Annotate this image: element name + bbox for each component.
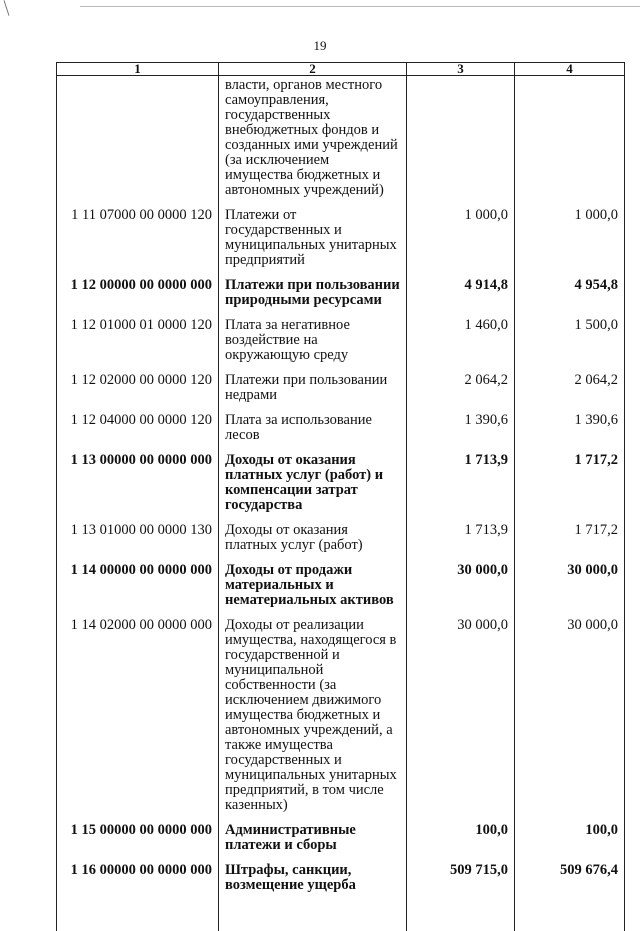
row-col4-value: 509 676,4 — [515, 863, 625, 903]
row-name: Доходы от продажи материальных и нематериальных активов — [219, 563, 407, 618]
row-code: 1 14 00000 00 0000 000 — [57, 563, 219, 618]
table-row — [57, 453, 625, 523]
table-row — [57, 823, 625, 863]
row-col3-value: 1 713,9 — [407, 453, 515, 523]
row-name: Плата за использование лесов — [219, 413, 407, 453]
budget-revenue-table — [56, 62, 625, 931]
table-row — [57, 373, 625, 413]
row-col4-value: 4 954,8 — [515, 278, 625, 318]
table-row — [57, 278, 625, 318]
row-code — [57, 76, 219, 209]
row-col4-value: 1 390,6 — [515, 413, 625, 453]
row-code: 1 12 02000 00 0000 120 — [57, 373, 219, 413]
row-name: Платежи при пользовании природными ресурсами — [219, 278, 407, 318]
scan-corner-mark — [4, 0, 10, 16]
table-row — [57, 618, 625, 823]
row-col4-value: 1 717,2 — [515, 453, 625, 523]
row-code: 1 12 04000 00 0000 120 — [57, 413, 219, 453]
empty-cell — [515, 903, 625, 931]
table-row — [57, 413, 625, 453]
header-col-2: 2 — [219, 63, 407, 76]
row-code: 1 11 07000 00 0000 120 — [57, 208, 219, 278]
row-name: Административные платежи и сборы — [219, 823, 407, 863]
row-code: 1 15 00000 00 0000 000 — [57, 823, 219, 863]
table-tail-row — [57, 903, 625, 931]
row-col3-value: 509 715,0 — [407, 863, 515, 903]
row-col3-value: 4 914,8 — [407, 278, 515, 318]
row-name: Платежи при пользовании недрами — [219, 373, 407, 413]
row-code: 1 13 01000 00 0000 130 — [57, 523, 219, 563]
row-col4-value — [515, 76, 625, 209]
row-name: Плата за негативное воздействие на окружающую среду — [219, 318, 407, 373]
table-header-row — [57, 63, 625, 76]
row-code: 1 12 00000 00 0000 000 — [57, 278, 219, 318]
row-col3-value: 30 000,0 — [407, 563, 515, 618]
row-col3-value: 1 460,0 — [407, 318, 515, 373]
row-col4-value: 2 064,2 — [515, 373, 625, 413]
scan-top-edge — [80, 6, 640, 7]
row-col3-value — [407, 76, 515, 209]
row-name: Доходы от реализации имущества, находящегося в государственной и муниципальной собственности (за исключением движимого имущества бюджетных и автономных учреждений, а также имущества государственных и муниципальных унитарных предприятий, в том числе казенных) — [219, 618, 407, 823]
table-row — [57, 863, 625, 903]
row-name: Платежи от государственных и муниципальных унитарных предприятий — [219, 208, 407, 278]
row-col4-value: 1 000,0 — [515, 208, 625, 278]
header-col-1: 1 — [57, 63, 219, 76]
empty-cell — [407, 903, 515, 931]
row-code: 1 12 01000 01 0000 120 — [57, 318, 219, 373]
row-col4-value: 100,0 — [515, 823, 625, 863]
table-row — [57, 318, 625, 373]
row-name: Штрафы, санкции, возмещение ущерба — [219, 863, 407, 903]
table-row — [57, 208, 625, 278]
row-col4-value: 30 000,0 — [515, 563, 625, 618]
header-col-4: 4 — [515, 63, 625, 76]
table-row — [57, 523, 625, 563]
table-row — [57, 76, 625, 209]
row-name: власти, органов местного самоуправления, государственных внебюджетных фондов и созданных ими учреждений (за исключением имущества бюджетных и автономных учреждений) — [219, 76, 407, 209]
row-code: 1 13 00000 00 0000 000 — [57, 453, 219, 523]
row-name: Доходы от оказания платных услуг (работ) — [219, 523, 407, 563]
row-col3-value: 100,0 — [407, 823, 515, 863]
table-row — [57, 563, 625, 618]
row-code: 1 14 02000 00 0000 000 — [57, 618, 219, 823]
row-col3-value: 1 000,0 — [407, 208, 515, 278]
empty-cell — [219, 903, 407, 931]
header-col-3: 3 — [407, 63, 515, 76]
row-name: Доходы от оказания платных услуг (работ) и компенсации затрат государства — [219, 453, 407, 523]
row-col3-value: 1 713,9 — [407, 523, 515, 563]
page-number: 19 — [313, 38, 327, 53]
row-col3-value: 2 064,2 — [407, 373, 515, 413]
row-col4-value: 1 717,2 — [515, 523, 625, 563]
row-col3-value: 1 390,6 — [407, 413, 515, 453]
row-col4-value: 30 000,0 — [515, 618, 625, 823]
row-col3-value: 30 000,0 — [407, 618, 515, 823]
row-code: 1 16 00000 00 0000 000 — [57, 863, 219, 903]
empty-cell — [57, 903, 219, 931]
row-col4-value: 1 500,0 — [515, 318, 625, 373]
